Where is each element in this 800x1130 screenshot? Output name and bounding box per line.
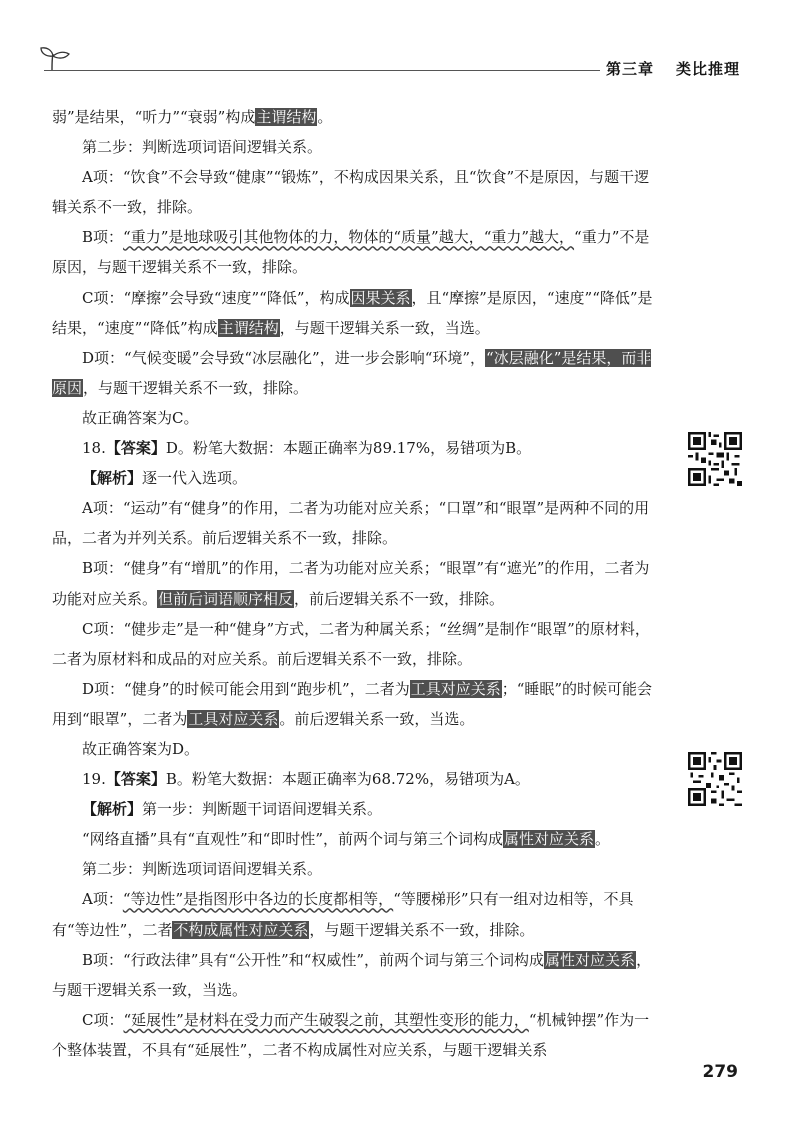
option-c: C项：“健步走”是一种“健身”方式，二者为种属关系；“丝绸”是制作“眼罩”的原材料，二者为原材料和成品的对应关系。前后逻辑关系不一致，排除。 xyxy=(52,619,650,668)
option-d: D项：“健身”的时候可能会用到“跑步机”，二者为工具对应关系；“睡眠”的时候可能会用到“眼罩”，二者为工具对应关系。前后逻辑关系一致，当选。 xyxy=(52,679,653,728)
wavy-underline-text: “等边性”是指图形中各边的长度都相等， xyxy=(122,890,394,909)
option-c: C项：“摩擦”会导致“速度”“降低”，构成因果关系，且“摩擦”是原因，“速度”“降低”是结果，“速度”“降低”构成主谓结构，与题干逻辑关系一致，当选。 xyxy=(52,288,653,337)
paragraph: 弱”是结果，“听力”“衰弱”构成主谓结构。 xyxy=(52,108,333,126)
option-b: B项：“重力”是地球吸引其他物体的力，物体的“质量”越大，“重力”越大，“重力”不是原因，与题干逻辑关系不一致，排除。 xyxy=(52,228,650,277)
qr-code-icon xyxy=(688,752,742,806)
analysis-label: 【解析】 xyxy=(82,469,143,488)
highlight-term: 属性对应关系 xyxy=(504,830,595,849)
wavy-underline-text: “延展性”是材料在受力而产生破裂之前，其塑性变形的能力， xyxy=(123,1010,529,1029)
option-b: B项：“行政法律”具有“公开性”和“权威性”，前两个词与第三个词构成属性对应关系，与题干逻辑关系一致，当选。 xyxy=(52,950,652,999)
analysis-label: 【解析】 xyxy=(82,800,143,819)
page-number: 279 xyxy=(702,1062,738,1082)
header-rule xyxy=(44,70,600,71)
highlight-term: 主谓结构 xyxy=(218,318,279,337)
answer-label: 【答案】 xyxy=(105,770,166,789)
option-c: C项：“延展性”是材料在受力而产生破裂之前，其塑性变形的能力，“机械钟摆”作为一个整体装置，不具有“延展性”，二者不构成属性对应关系，与题干逻辑关系 xyxy=(52,1010,650,1059)
option-a: A项：“饮食”不会导致“健康”“锻炼”，不构成因果关系，且“饮食”不是原因，与题干逻辑关系不一致，排除。 xyxy=(52,168,650,217)
chapter-name: 类比推理 xyxy=(676,60,741,78)
answer-label: 【答案】 xyxy=(105,439,166,458)
correct-answer: 故正确答案为C。 xyxy=(82,408,199,427)
option-b: B项：“健身”有“增肌”的作用，二者为功能对应关系；“眼罩”有“遮光”的作用，二者为功能对应关系。但前后词语顺序相反，前后逻辑关系不一致，排除。 xyxy=(52,559,650,608)
highlight-term: “冰层融化”是结果，而非原因 xyxy=(52,348,652,397)
option-a: A项：“运动”有“健身”的作用，二者为功能对应关系；“口罩”和“眼罩”是两种不同的用品，二者为并列关系。前后逻辑关系不一致，排除。 xyxy=(52,499,650,548)
paragraph: “网络直播”具有“直观性”和“即时性”，前两个词与第三个词构成属性对应关系。 xyxy=(82,830,611,849)
question-18-answer: 18.【答案】D。粉笔大数据：本题正确率为89.17%，易错项为B。 xyxy=(82,439,532,458)
question-18-analysis: 【解析】逐一代入选项。 xyxy=(82,469,248,488)
wavy-underline-text: “重力”是地球吸引其他物体的力，物体的“质量”越大，“重力”越大， xyxy=(123,228,575,247)
question-19-analysis: 【解析】第一步：判断题干词语间逻辑关系。 xyxy=(82,800,383,819)
paragraph: 第二步：判断选项词语间逻辑关系。 xyxy=(82,138,323,157)
highlight-term: 主谓结构 xyxy=(256,108,317,126)
highlight-term: 属性对应关系 xyxy=(545,950,636,969)
highlight-term: 工具对应关系 xyxy=(188,709,279,728)
qr-code-icon xyxy=(688,432,742,486)
correct-answer: 故正确答案为D。 xyxy=(82,739,200,758)
question-19-answer: 19.【答案】B。粉笔大数据：本题正确率为68.72%，易错项为A。 xyxy=(82,770,530,789)
highlight-term: 不构成属性对应关系 xyxy=(173,920,309,939)
option-d: D项：“气候变暖”会导致“冰层融化”，进一步会影响“环境”，“冰层融化”是结果，而非原因，与题干逻辑关系不一致，排除。 xyxy=(52,348,652,397)
chapter-number: 第三章 xyxy=(606,60,655,78)
option-a: A项：“等边性”是指图形中各边的长度都相等，“等腰梯形”只有一组对边相等，不具有“等边性”，二者不构成属性对应关系，与题干逻辑关系不一致，排除。 xyxy=(52,890,634,939)
highlight-term: 工具对应关系 xyxy=(410,679,501,698)
paragraph: 第二步：判断选项词语间逻辑关系。 xyxy=(82,860,323,879)
chapter-title xyxy=(606,58,740,79)
highlight-term: 但前后词语顺序相反 xyxy=(158,589,294,608)
answer-explanation-body xyxy=(52,102,662,1065)
highlight-term: 因果关系 xyxy=(350,288,411,307)
leaf-sprout-icon xyxy=(38,44,72,72)
